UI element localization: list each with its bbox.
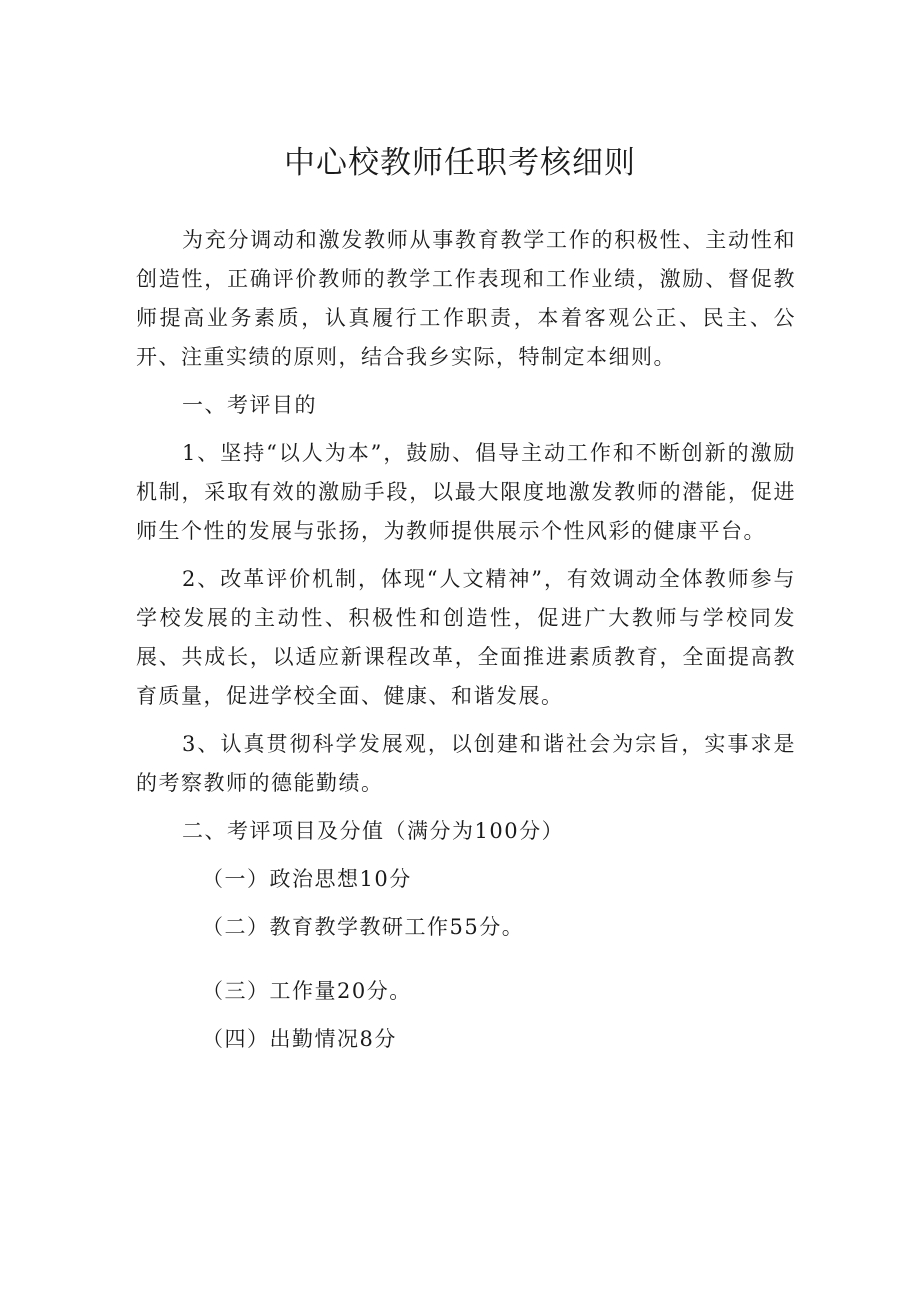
section-heading-purpose: 一、考评目的 [182, 393, 317, 417]
purpose-item-2: 2、改革评价机制，体现“人文精神”，有效调动全体教师参与学校发展的主动性、积极性和创造性，促进广大教师与学校同发展、共成长，以适应新课程改革，全面推进素质教育，全面提高教育质量，促进学校全面、健康、和谐发展。 [136, 567, 796, 708]
document-body [136, 221, 796, 1059]
intro-paragraph: 为充分调动和激发教师从事教育教学工作的积极性、主动性和创造性，正确评价教师的教学工作表现和工作业绩，激励、督促教师提高业务素质，认真履行工作职责，本着客观公正、民主、公开、注重实绩的原则，结合我乡实际，特制定本细则。 [136, 228, 796, 369]
document-title: 中心校教师任职考核细则 [284, 145, 636, 181]
score-item-workload: （三）工作量20分。 [202, 979, 412, 1003]
section-heading-items: 二、考评项目及分值（满分为100分） [182, 819, 565, 843]
score-item-politics: （一）政治思想10分 [202, 867, 412, 891]
score-item-attendance: （四）出勤情况8分 [202, 1027, 397, 1051]
purpose-item-3: 3、认真贯彻科学发展观，以创建和谐社会为宗旨，实事求是的考察教师的德能勤绩。 [136, 732, 796, 795]
score-item-teaching: （二）教育教学教研工作55分。 [202, 915, 525, 939]
purpose-item-1: 1、坚持“以人为本”，鼓励、倡导主动工作和不断创新的激励机制，采取有效的激励手段，以最大限度地激发教师的潜能，促进师生个性的发展与张扬，为教师提供展示个性风彩的健康平台。 [136, 441, 796, 543]
